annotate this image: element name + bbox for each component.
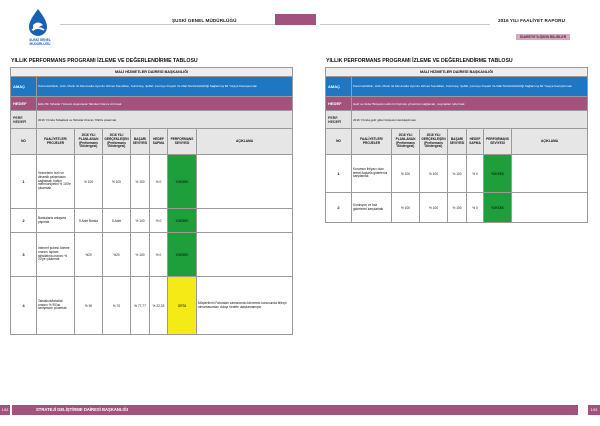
amac-text: Kurumsal Etkin, Hızlı, Planlı Ve Mevzuatla Uyumlu Hizmet Sunabilen, Kurulmuş, Şeffaf, Çevreye Duyarlı Ve Mali Sürdürülebilirliği Sağlanmış Bir Yapıya Kavuşturmak [37,77,293,97]
row-actual: % 100 [103,155,131,209]
row-actual: % 100 [420,155,448,193]
logo-caption: ŞUSKİ GENEL MÜDÜRLÜĞÜ [29,38,51,46]
row-no: 2 [326,193,352,223]
hedef-text: Etkin Bir Tahsilat Yöntemi oluşturarak Tahsilat Oranını Artırmak [37,97,293,111]
row-no: 3 [11,233,37,277]
table-row [326,155,588,193]
row-perf-level: YÜKSEK [168,209,197,233]
row-deviation: % 22,33 [150,277,168,335]
row-deviation: % 0 [467,193,484,223]
table-row [11,233,293,277]
unit-title: MALİ HİZMETLER DAİRESİ BAŞKANLIĞI [11,68,293,77]
perf-text: 2016 Yılında gelir gider bütçesini denkleştirmek [352,111,588,129]
col-actual: 2016 YILI GERÇEKLEŞEN (Performans Göstergesi) [420,129,448,155]
suski-logo-icon [26,8,50,38]
col-activity: FAALİYETLER/ PROJELER [352,129,392,155]
col-success: BAŞARI SEVİYESİ [131,129,150,155]
amac-text: Kurumsal Etkin, Hızlı, Planlı Ve Mevzuatla Uyumlu Hizmet Sunabilen, Kurulmuş, Şeffaf, Çevreye Duyarlı Ve Mali Sürdürülebilirliği Sağlanmış Bir Yapıya Kavuşturmak [352,77,588,97]
section-title: YILLIK PERFORMANS PROGRAMI İZLEME VE DEĞERLENDİRME TABLOSU [326,58,513,64]
hedef-label: HEDEF [11,97,37,111]
hedef-text: Gelir ve Gider Bütçesini etkin bir biçimde yönetimini sağlamak , kaynakları tutturmak [352,97,588,111]
page-number: 192 [0,405,10,415]
row-actual: % 100 [420,193,448,223]
row-planned: % 100 [75,155,103,209]
row-actual: 5 Adet [103,209,131,233]
col-perf-level: PERFORMANS SEVİYESİ [168,129,197,155]
row-deviation: % 0 [467,155,484,193]
row-no: 1 [326,155,352,193]
row-activity: Kurumun ihtiyacı olan temel ilaçlarla giderlerini karşılamak [352,155,392,193]
col-activity: FAALİYETLER/ PROJELER [37,129,75,155]
row-success: % 77,77 [131,277,150,335]
row-actual: %20 [103,233,131,277]
col-explanation: AÇIKLAMA [512,129,588,155]
row-planned: %20 [75,233,103,277]
performance-table [325,67,588,223]
row-activity: Komisyon ve faiz giderlerini karşılamak [352,193,392,223]
row-perf-level: ORTA [168,277,197,335]
row-success: % 100 [448,155,467,193]
col-actual: 2016 YILI GERÇEKLEŞEN (Performans Göstergesi) [103,129,131,155]
row-deviation: % 0 [150,233,168,277]
row-explanation [512,193,588,223]
header-pill: İDAREYE İLİŞKİN BİLGİLER [516,34,570,40]
row-perf-level: YÜKSEK [168,233,197,277]
header-divider [60,24,275,25]
perf-text: 2016 Yılında Tahakkuk ve Tahsilat Oranını %90'a çıkarmak [37,111,293,129]
col-no: NO [11,129,37,155]
header-divider [320,24,490,25]
row-success: % 100 [131,155,150,209]
amac-label: AMAÇ [326,77,352,97]
page-number: 193 [588,405,600,415]
row-deviation: % 0 [150,155,168,209]
row-success: % 100 [131,209,150,233]
amac-label: AMAÇ [11,77,37,97]
row-success: % 100 [131,233,150,277]
header-title: 2016 YILI FAALİYET RAPORU [498,18,565,23]
perf-label: PERF. HEDEFİ [326,111,352,129]
hedef-label: HEDEF [326,97,352,111]
header-accent [275,14,300,25]
row-activity: Tahakkuk/tahsilat oranını % 90'lar seviyesine çıkarmak [37,277,75,335]
col-explanation: AÇIKLAMA [197,129,293,155]
table-row [11,209,293,233]
footer-bar [300,405,578,415]
row-explanation [197,233,293,277]
table-row [326,193,588,223]
right-page [300,0,600,426]
col-perf-level: PERFORMANS SEVİYESİ [484,129,512,155]
col-planned: 2016 YILI PLANLANAN (Performans Göstergesi) [392,129,420,155]
row-no: 1 [11,155,37,209]
col-no: NO [326,129,352,155]
footer-text: STRATEJİ GELİŞTİRME DAİRESİ BAŞKANLIĞI [36,407,129,412]
row-planned: 5 Adet Banka [75,209,103,233]
row-explanation: Müşterilerin Faturaları zamanında ödenmesi konusunda bilinçli olmamasından dolayı hedefe ulaşılamamıştır [197,277,293,335]
row-activity: İnternet şubesi ödeme oranını toplam tahsilatına oranını % 20'ye çıkarmak [37,233,75,277]
table-row [11,155,293,209]
unit-title: MALİ HİZMETLER DAİRESİ BAŞKANLIĞI [326,68,588,77]
row-perf-level: YÜKSEK [484,193,512,223]
row-actual: % 70 [103,277,131,335]
table-row [11,277,293,335]
row-activity: Veznelerin hızlı ve dinamik çalışmasını sağlamak, halkın memnuniyetini % 100'e çıkarmak [37,155,75,209]
row-no: 2 [11,209,37,233]
perf-label: PERF. HEDEFİ [11,111,37,129]
row-perf-level: YÜKSEK [484,155,512,193]
header-title: ŞUSKİ GENEL MÜDÜRLÜĞÜ [172,18,237,23]
row-perf-level: YÜKSEK [168,155,197,209]
row-planned: % 100 [392,155,420,193]
row-planned: % 90 [75,277,103,335]
header-accent [300,14,316,25]
row-success: % 100 [448,193,467,223]
col-success: BAŞARI SEVİYESİ [448,129,467,155]
row-deviation: % 0 [150,209,168,233]
row-explanation [197,155,293,209]
col-deviation: HEDEF SAPMA [150,129,168,155]
row-activity: Bankalarla anlaşma yapmak [37,209,75,233]
row-planned: % 100 [392,193,420,223]
col-planned: 2016 YILI PLANLANAN (Performans Göstergesi) [75,129,103,155]
section-title: YILLIK PERFORMANS PROGRAMI İZLEME VE DEĞERLENDİRME TABLOSU [11,58,198,64]
col-deviation: HEDEF SAPMA [467,129,484,155]
row-explanation [512,155,588,193]
row-explanation [197,209,293,233]
performance-table [10,67,293,335]
row-no: 4 [11,277,37,335]
